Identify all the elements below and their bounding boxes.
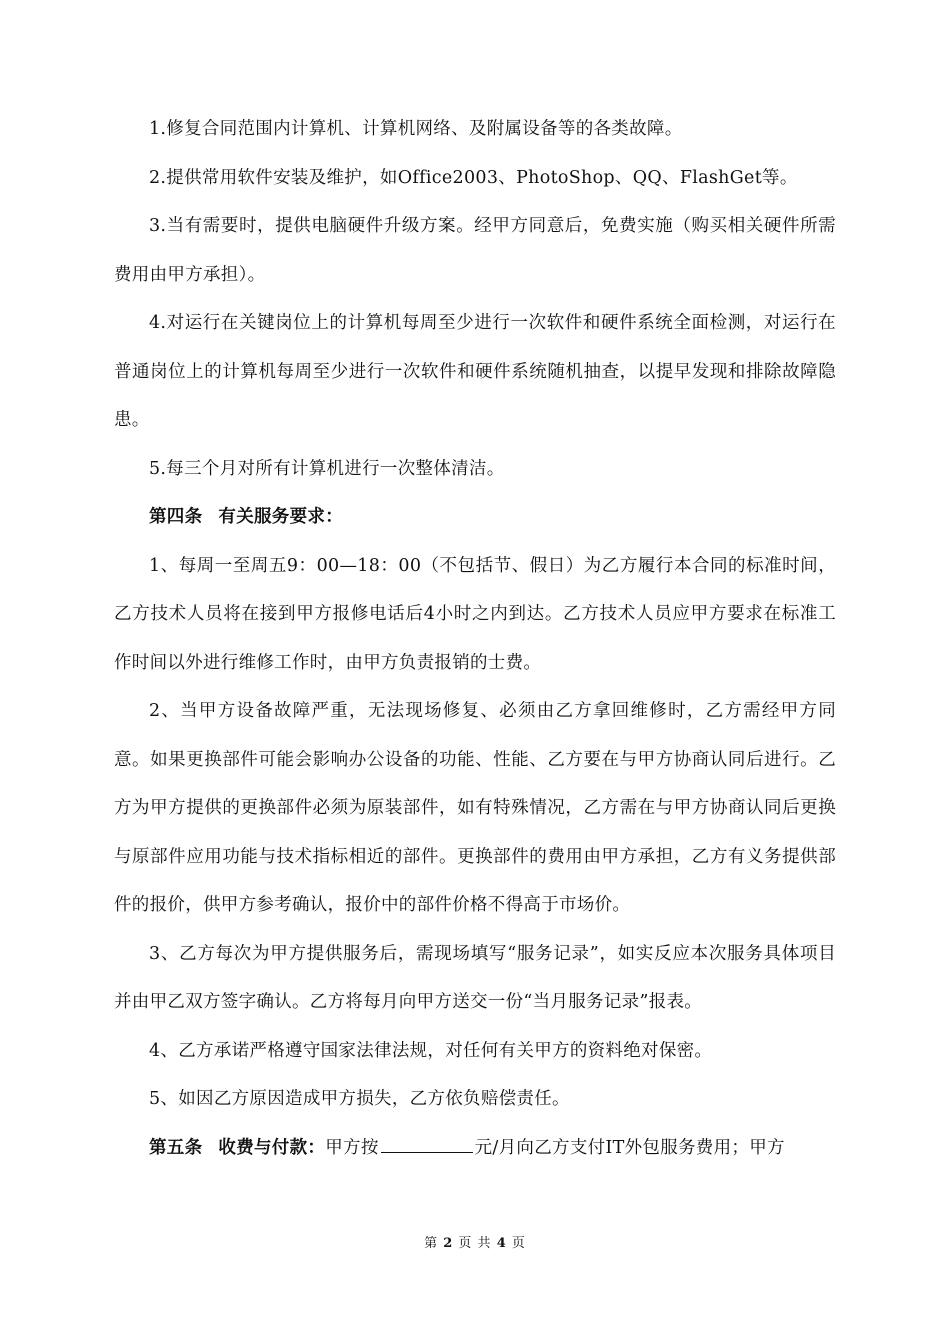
requirement-item-1: 1、每周一至周五9：00—18：00（不包括节、假日）为乙方履行本合同的标准时间，乙方技术人员将在接到甲方报修电话后4小时之内到达。乙方技术人员应甲方要求在标准工作时间以外进行维修工作时，由甲方负责报销的士费。 — [114, 555, 836, 673]
footer-prefix: 第 — [424, 1236, 439, 1251]
requirement-item-2: 2、当甲方设备故障严重，无法现场修复、必须由乙方拿回维修时，乙方需经甲方同意。如果更换部件可能会影响办公设备的功能、性能、乙方要在与甲方协商认同后进行。乙方为甲方提供的更换部件必须为原装部件，如有特殊情况，乙方需在与甲方协商认同后更换与原部件应用功能与技术指标相近的部件。更换部件的费用由甲方承担，乙方有义务提供部件的报价，供甲方参考确认，报价中的部件价格不得高于市场价。 — [114, 701, 836, 915]
footer-suffix: 页 — [511, 1236, 526, 1251]
total-page-number: 4 — [496, 1236, 507, 1251]
service-item-4: 4.对运行在关键岗位上的计算机每周至少进行一次软件和硬件系统全面检测，对运行在普通岗位上的计算机每周至少进行一次软件和硬件系统随机抽查，以提早发现和排除故障隐患。 — [114, 313, 836, 430]
fee-blank-line — [381, 1138, 473, 1153]
document-body — [114, 105, 836, 1172]
article-4-title: 有关服务要求： — [218, 507, 344, 527]
footer-middle: 页 共 — [458, 1236, 492, 1251]
article-4-heading — [114, 493, 836, 542]
article-5-text-after: 元/月向乙方支付IT外包服务费用；甲方 — [474, 1137, 785, 1158]
service-item-3: 3.当有需要时，提供电脑硬件升级方案。经甲方同意后，免费实施（购买相关硬件所需费用由甲方承担）。 — [114, 216, 836, 285]
page-footer — [0, 1232, 950, 1251]
article-5-text-before: 甲方按 — [325, 1137, 379, 1158]
requirement-item-3: 3、乙方每次为甲方提供服务后，需现场填写“服务记录”，如实反应本次服务具体项目并由甲乙双方签字确认。乙方将每月向甲方送交一份“当月服务记录”报表。 — [114, 943, 836, 1012]
requirement-item-4: 4、乙方承诺严格遵守国家法律法规，对任何有关甲方的资料绝对保密。 — [149, 1040, 713, 1061]
current-page-number: 2 — [443, 1236, 454, 1251]
article-5-number: 第五条 — [149, 1137, 203, 1158]
article-5-title: 收费与付款： — [218, 1137, 326, 1158]
service-item-5: 5.每三个月对所有计算机进行一次整体清洁。 — [149, 458, 505, 479]
requirement-item-5: 5、如因乙方原因造成甲方损失，乙方依负赔偿责任。 — [149, 1089, 570, 1109]
service-item-2: 2.提供常用软件安装及维护，如Office2003、PhotoShop、QQ、FlashGet等。 — [149, 167, 798, 188]
article-5-paragraph — [114, 1124, 836, 1173]
service-item-1: 1.修复合同范围内计算机、计算机网络、及附属设备等的各类故障。 — [149, 119, 683, 139]
article-4-number: 第四条 — [149, 507, 203, 527]
